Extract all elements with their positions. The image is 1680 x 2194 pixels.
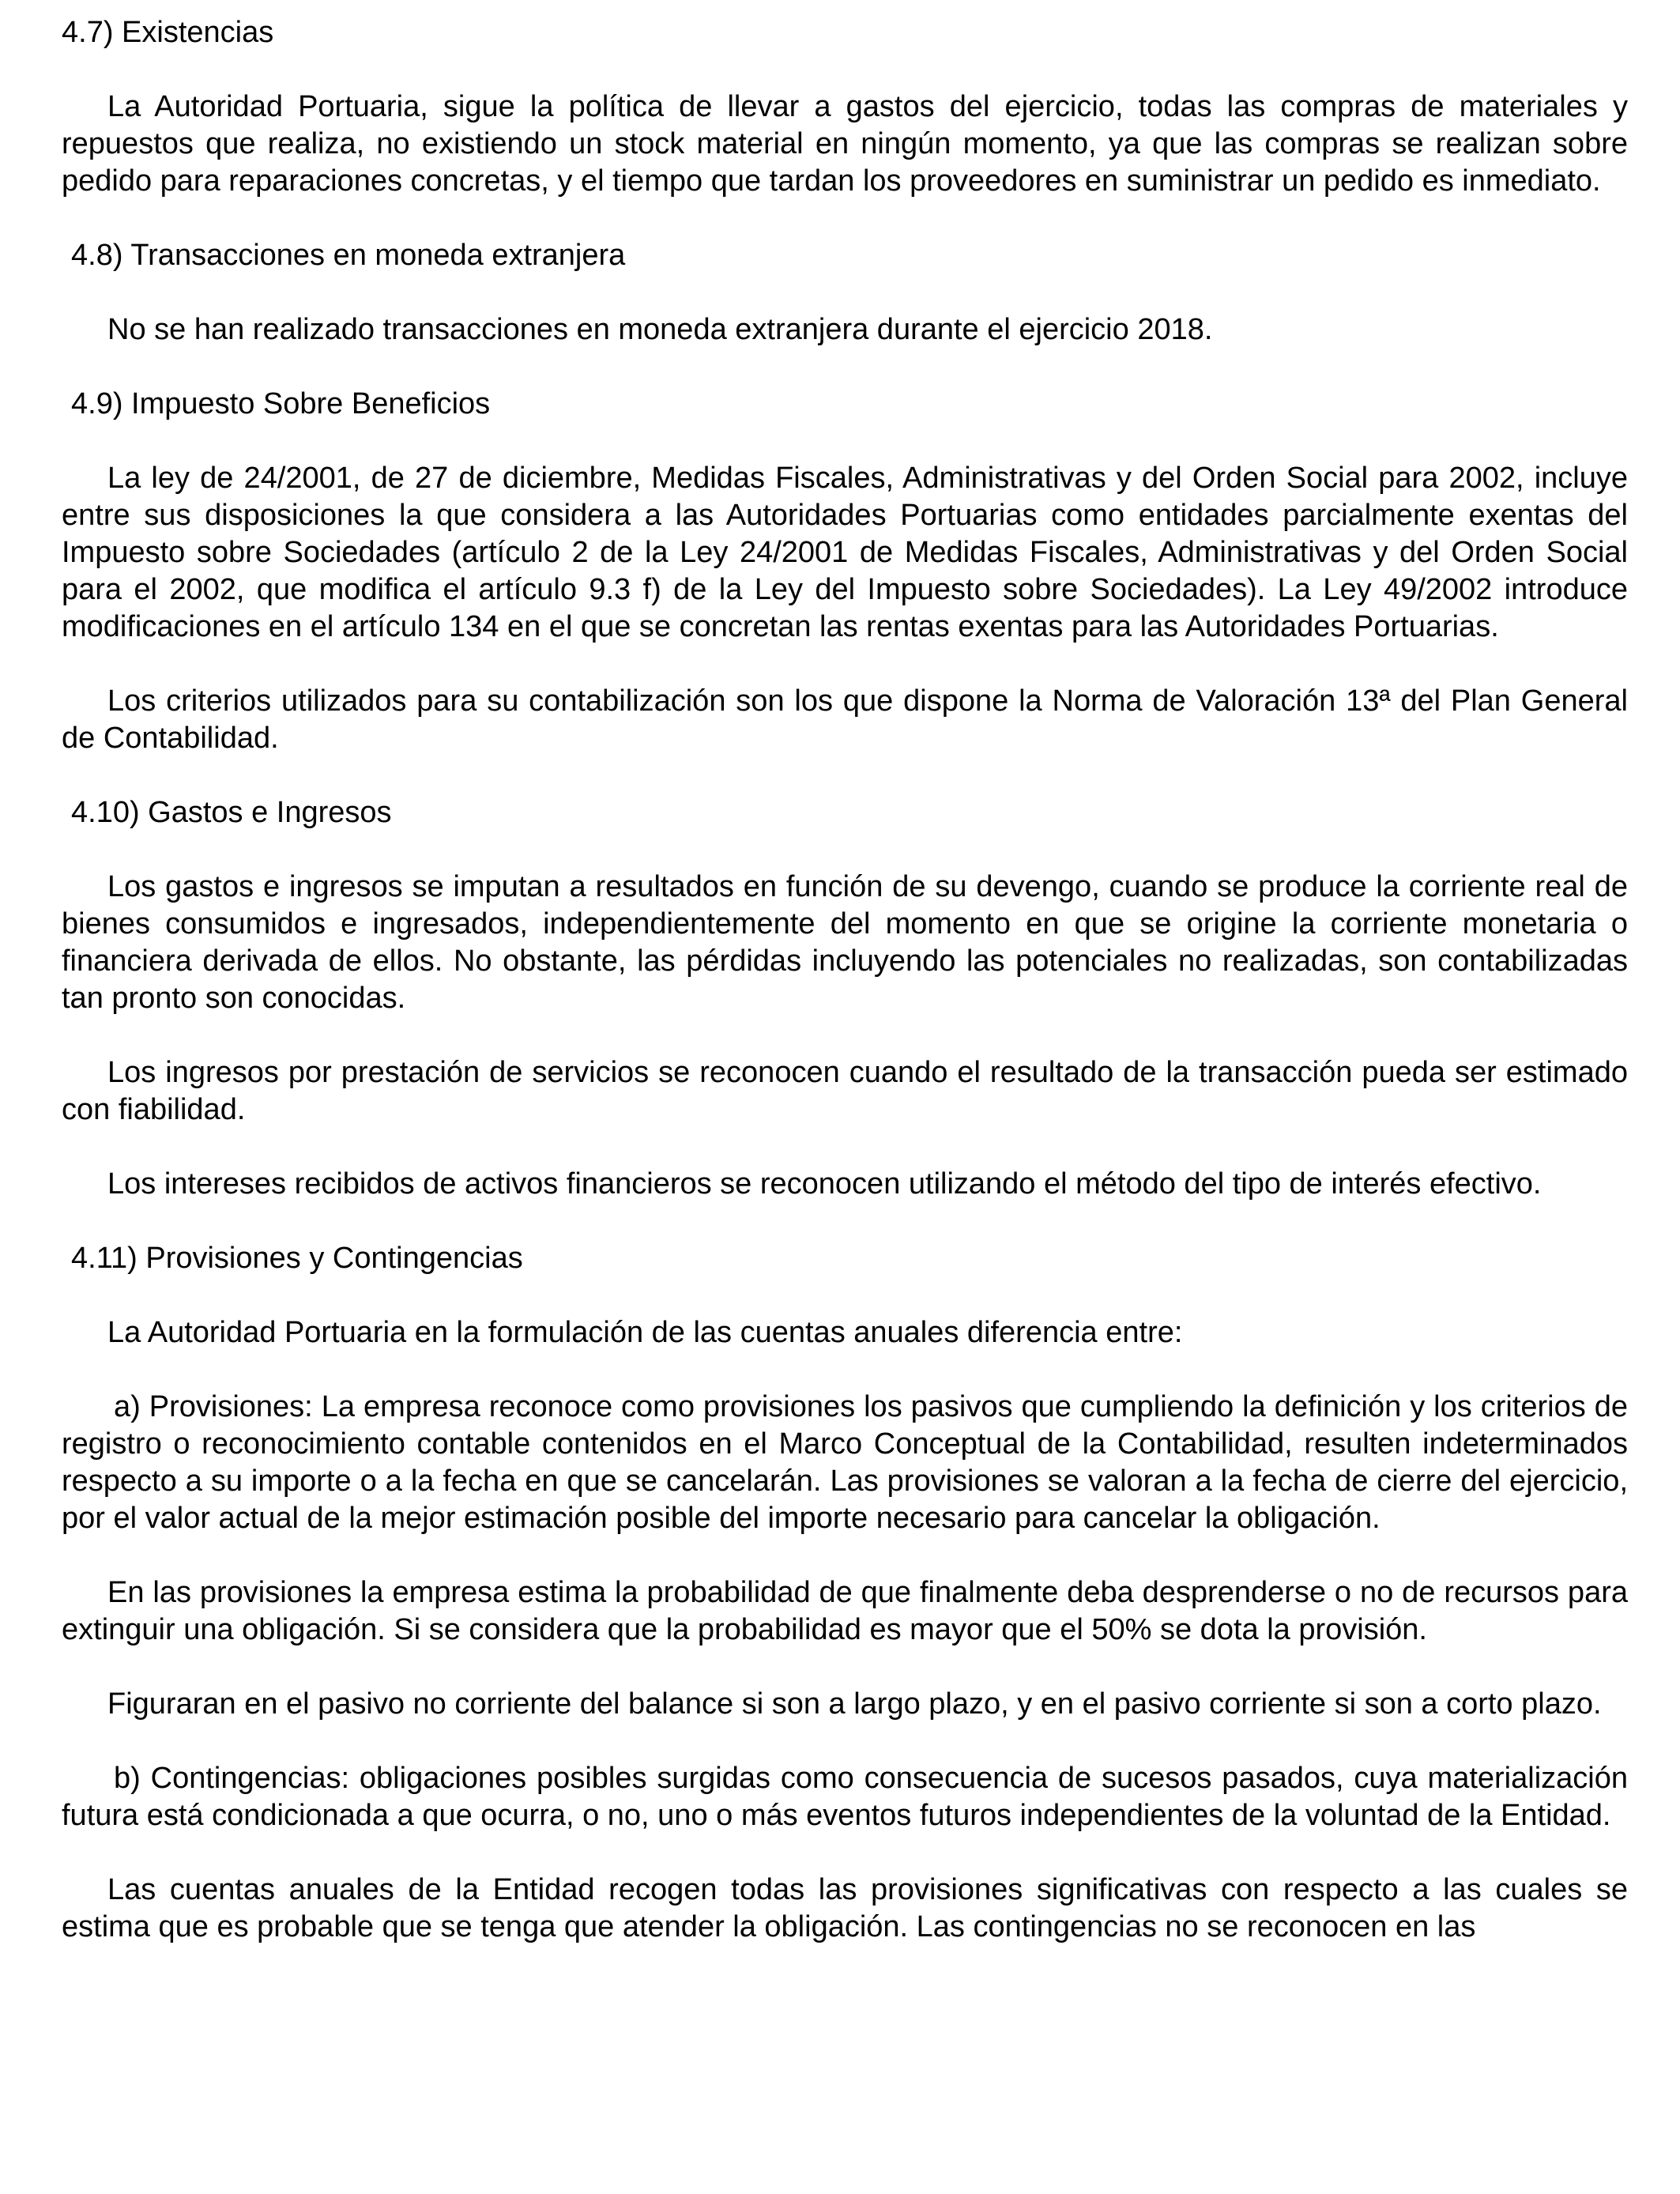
paragraph-gastos-3: Los intereses recibidos de activos financieros se reconocen utilizando el método del tipo de interés efectivo. xyxy=(107,1167,1542,1201)
paragraph-cuentas-anuales: Las cuentas anuales de la Entidad recogen todas las provisiones significativas con respecto a las cuales se estima que es probable que se tenga que atender la obligación. Las contingencias no se reconocen en las xyxy=(62,1873,1628,1943)
paragraph-moneda-extranjera: No se han realizado transacciones en moneda extranjera durante el ejercicio 2018. xyxy=(107,313,1213,346)
paragraph-contingencias-b: b) Contingencias: obligaciones posibles surgidas como consecuencia de sucesos pasados, cuya materialización futura está condicionada a que ocurra, o no, uno o más eventos futuros independientes de la voluntad de la Entidad. xyxy=(62,1762,1628,1832)
paragraph-provisiones-probabilidad: En las provisiones la empresa estima la probabilidad de que finalmente deba desprenderse o no de recursos para extinguir una obligación. Si se considera que la probabilidad es mayor que el 50% se dota la provisión. xyxy=(62,1576,1628,1646)
heading-4-7: 4.7) Existencias xyxy=(62,16,274,49)
paragraph-impuesto-2: Los criterios utilizados para su contabilización son los que dispone la Norma de Valoración 13ª del Plan General de Contabilidad. xyxy=(62,684,1628,755)
paragraph-existencias: La Autoridad Portuaria, sigue la política de llevar a gastos del ejercicio, todas las compras de materiales y repuestos que realiza, no existiendo un stock material en ningún momento, ya que las compras se realizan sobre pedido para reparaciones concretas, y el tiempo que tardan los proveedores en suministrar un pedido es inmediato. xyxy=(62,90,1628,198)
heading-4-8: 4.8) Transacciones en moneda extranjera xyxy=(71,239,626,272)
paragraph-provisiones-pasivo: Figuraran en el pasivo no corriente del balance si son a largo plazo, y en el pasivo corriente si son a corto plazo. xyxy=(107,1687,1602,1721)
heading-4-9: 4.9) Impuesto Sobre Beneficios xyxy=(71,387,491,420)
paragraph-provisiones-a: a) Provisiones: La empresa reconoce como provisiones los pasivos que cumpliendo la definición y los criterios de registro o reconocimiento contable contenidos en el Marco Conceptual de la Contabilidad, resulten indeterminados respecto a su importe o a la fecha en que se cancelarán. Las provisiones se valoran a la fecha de cierre del ejercicio, por el valor actual de la mejor estimación posible del importe necesario para cancelar la obligación. xyxy=(62,1390,1628,1535)
paragraph-impuesto-1: La ley de 24/2001, de 27 de diciembre, Medidas Fiscales, Administrativas y del Orden Social para 2002, incluye entre sus disposiciones la que considera a las Autoridades Portuarias como entidades parcialmente exentas del Impuesto sobre Sociedades (artículo 2 de la Ley 24/2001 de Medidas Fiscales, Administrativas y del Orden Social para el 2002, que modifica el artículo 9.3 f) de la Ley del Impuesto sobre Sociedades). La Ley 49/2002 introduce modificaciones en el artículo 134 en el que se concretan las rentas exentas para las Autoridades Portuarias. xyxy=(62,462,1628,643)
paragraph-provisiones-intro: La Autoridad Portuaria en la formulación de las cuentas anuales diferencia entre: xyxy=(107,1316,1183,1349)
document-page xyxy=(62,0,1628,1946)
heading-4-10: 4.10) Gastos e Ingresos xyxy=(71,796,392,829)
paragraph-gastos-1: Los gastos e ingresos se imputan a resultados en función de su devengo, cuando se produce la corriente real de bienes consumidos e ingresados, independientemente del momento en que se origine la corriente monetaria o financiera derivada de ellos. No obstante, las pérdidas incluyendo las potenciales no realizadas, son contabilizadas tan pronto son conocidas. xyxy=(62,870,1628,1015)
heading-4-11: 4.11) Provisiones y Contingencias xyxy=(71,1242,523,1275)
paragraph-gastos-2: Los ingresos por prestación de servicios se reconocen cuando el resultado de la transacción pueda ser estimado con fiabilidad. xyxy=(62,1056,1628,1126)
